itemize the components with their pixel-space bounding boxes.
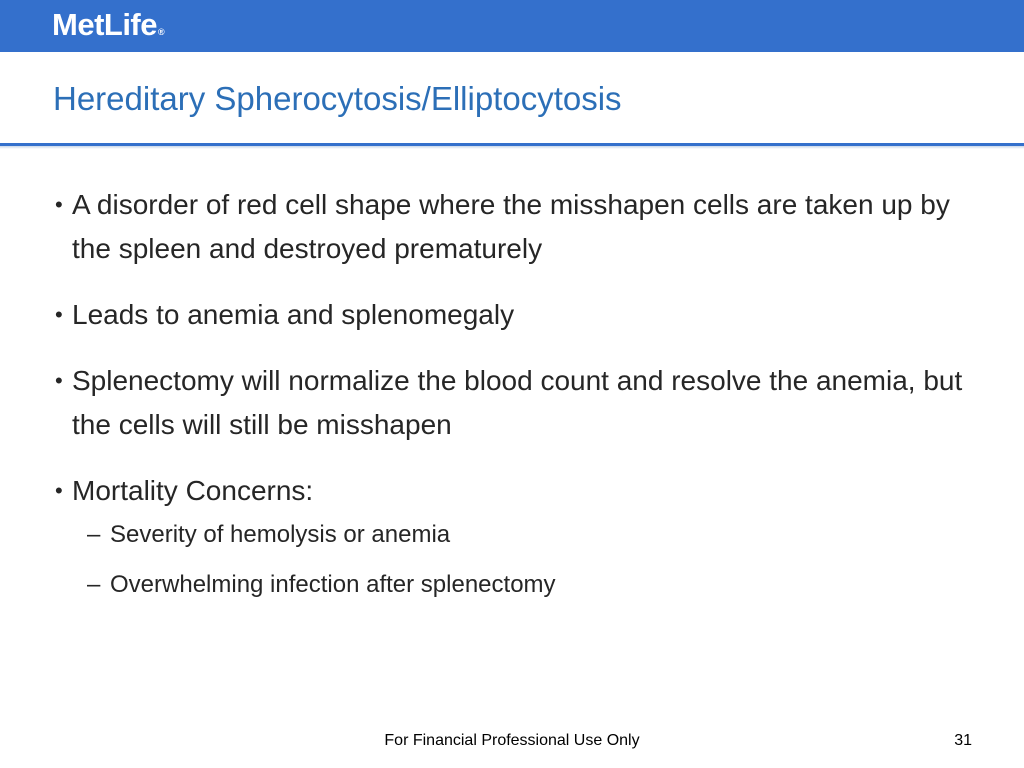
- dash-icon: –: [87, 571, 101, 598]
- bullet-item: [55, 359, 985, 447]
- dash-icon: –: [87, 521, 101, 548]
- metlife-logo: [52, 7, 163, 43]
- bullet-item: [55, 469, 985, 513]
- bullet-text: Mortality Concerns:: [72, 475, 314, 506]
- logo-text: MetLife: [52, 7, 157, 42]
- page-number: 31: [954, 732, 972, 749]
- sub-bullet-text: Overwhelming infection after splenectomy: [110, 571, 556, 598]
- bullet-list: [55, 183, 985, 617]
- footer-disclaimer: For Financial Professional Use Only: [384, 732, 640, 749]
- bullet-dot-icon: •: [55, 302, 63, 327]
- registered-mark: ®: [158, 27, 165, 37]
- bullet-text: Leads to anemia and splenomegaly: [72, 299, 515, 330]
- bullet-dot-icon: •: [55, 192, 63, 217]
- sub-bullet-text: Severity of hemolysis or anemia: [110, 521, 451, 548]
- slide-title: Hereditary Spherocytosis/Elliptocytosis: [53, 80, 622, 117]
- bullet-text: Splenectomy will normalize the blood count and resolve the anemia, but the cells will still be misshapen: [72, 365, 963, 440]
- bullet-item: [55, 183, 985, 271]
- bullet-dot-icon: •: [55, 368, 63, 393]
- header-bar: [0, 0, 1024, 52]
- title-divider-shadow: [0, 146, 1024, 149]
- sub-bullet-item: [55, 517, 985, 553]
- bullet-dot-icon: •: [55, 478, 63, 503]
- bullet-text: A disorder of red cell shape where the misshapen cells are taken up by the spleen and destroyed prematurely: [72, 189, 950, 264]
- sub-bullet-item: [55, 567, 985, 603]
- bullet-item: [55, 293, 985, 337]
